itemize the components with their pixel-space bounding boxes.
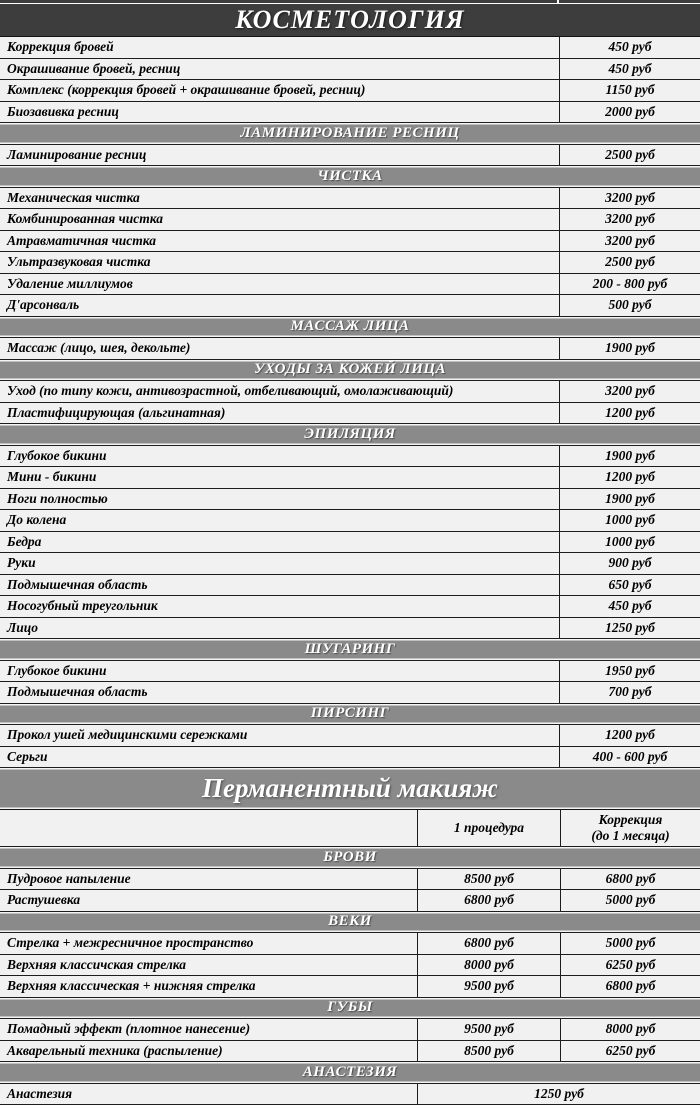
service-name: Атравматичная чистка xyxy=(7,232,157,248)
service-price: 650 руб xyxy=(559,575,700,596)
section-header: ЛАМИНИРОВАНИЕ РЕСНИЦ xyxy=(0,123,700,145)
service-price-procedure: 6800 руб xyxy=(417,933,560,954)
service-name: Анастезия xyxy=(7,1085,73,1101)
price-row xyxy=(0,188,700,210)
service-name: Уход (по типу кожи, антивозрастной, отбеливающий, омолаживающий) xyxy=(7,383,454,399)
cosmetology-title: КОСМЕТОЛОГИЯ xyxy=(0,4,700,37)
service-name: Подмышечная область xyxy=(7,684,148,700)
service-price: 900 руб xyxy=(559,553,700,574)
price-row-merged xyxy=(0,1084,700,1106)
service-name: Верхняя классичская стрелка xyxy=(7,956,187,972)
service-name: Пудровое напыление xyxy=(7,870,131,886)
service-name: Массаж (лицо, шея, декольте) xyxy=(7,340,191,356)
service-name: Растушевка xyxy=(7,892,81,908)
price-row xyxy=(0,869,700,891)
column-header-one-procedure xyxy=(417,810,560,846)
service-name: Лицо xyxy=(7,619,39,635)
service-name: Акварельный техника (распыление) xyxy=(7,1042,223,1058)
service-price: 2500 руб xyxy=(559,145,700,166)
price-row xyxy=(0,596,700,618)
service-price: 700 руб xyxy=(559,682,700,703)
service-price-procedure: 9500 руб xyxy=(417,976,560,997)
price-row xyxy=(0,955,700,977)
service-name: Комплекс (коррекция бровей + окрашивание бровей, ресниц) xyxy=(7,82,366,98)
price-row xyxy=(0,510,700,532)
top-partial-row-divider xyxy=(557,0,559,3)
price-row xyxy=(0,145,700,167)
service-price: 2500 руб xyxy=(559,252,700,273)
price-row xyxy=(0,618,700,640)
service-price: 1900 руб xyxy=(559,489,700,510)
service-price-correction: 6800 руб xyxy=(560,869,700,890)
service-name: Биозавивка ресниц xyxy=(7,103,119,119)
column-header-correction-line1: Коррекция xyxy=(598,812,663,828)
service-name: Глубокое бикини xyxy=(7,447,107,463)
section-header: ГУБЫ xyxy=(0,998,700,1020)
price-row xyxy=(0,976,700,998)
price-row xyxy=(0,231,700,253)
service-name: Верхняя классическая + нижняя стрелка xyxy=(7,978,256,994)
cosmetology-table xyxy=(0,37,700,768)
section-header: АНАСТЕЗИЯ xyxy=(0,1062,700,1084)
service-name: Ламинирование ресниц xyxy=(7,146,147,162)
price-row xyxy=(0,575,700,597)
column-header-service xyxy=(0,810,417,846)
service-price: 1000 руб xyxy=(559,532,700,553)
price-row xyxy=(0,80,700,102)
price-row xyxy=(0,59,700,81)
service-price: 1200 руб xyxy=(559,403,700,424)
service-price: 3200 руб xyxy=(559,188,700,209)
price-row xyxy=(0,661,700,683)
price-row xyxy=(0,747,700,769)
service-price: 1150 руб xyxy=(559,80,700,101)
price-row xyxy=(0,489,700,511)
service-name: Пластифицирующая (альгинатная) xyxy=(7,404,226,420)
service-name: Бедра xyxy=(7,533,42,549)
price-row xyxy=(0,403,700,425)
service-name: Руки xyxy=(7,555,36,571)
service-price: 2000 руб xyxy=(559,102,700,123)
section-header: ШУГАРИНГ xyxy=(0,639,700,661)
service-price: 500 руб xyxy=(559,295,700,316)
service-price-procedure: 8500 руб xyxy=(417,869,560,890)
service-name: Помадный эффект (плотное нанесение) xyxy=(7,1021,251,1037)
service-name: Подмышечная область xyxy=(7,576,148,592)
service-price: 1900 руб xyxy=(559,446,700,467)
service-price: 1950 руб xyxy=(559,661,700,682)
service-price: 450 руб xyxy=(559,59,700,80)
service-price: 1250 руб xyxy=(559,618,700,639)
price-row xyxy=(0,295,700,317)
service-name: Ноги полностью xyxy=(7,490,108,506)
price-row xyxy=(0,1041,700,1063)
service-price-correction: 6250 руб xyxy=(560,1041,700,1062)
price-row xyxy=(0,274,700,296)
service-name: Мини - бикини xyxy=(7,469,97,485)
service-price-procedure: 6800 руб xyxy=(417,890,560,911)
price-row xyxy=(0,338,700,360)
price-row xyxy=(0,467,700,489)
service-name: До колена xyxy=(7,512,67,528)
price-row xyxy=(0,725,700,747)
service-price-correction: 6800 руб xyxy=(560,976,700,997)
service-name: Удаление миллиумов xyxy=(7,275,133,291)
price-row xyxy=(0,890,700,912)
service-price-correction: 5000 руб xyxy=(560,933,700,954)
price-row xyxy=(0,1019,700,1041)
price-row xyxy=(0,209,700,231)
service-price: 400 - 600 руб xyxy=(559,747,700,768)
price-row xyxy=(0,532,700,554)
price-row xyxy=(0,933,700,955)
service-name: Д'арсонваль xyxy=(7,297,80,313)
service-name: Глубокое бикини xyxy=(7,662,107,678)
service-price: 3200 руб xyxy=(559,381,700,402)
section-header: ЧИСТКА xyxy=(0,166,700,188)
column-header-correction-line2: (до 1 месяца) xyxy=(591,828,670,843)
service-price-correction: 8000 руб xyxy=(560,1019,700,1040)
price-row xyxy=(0,381,700,403)
permanent-makeup-table xyxy=(0,847,700,1105)
permanent-makeup-title: Перманентный макияж xyxy=(0,768,700,810)
price-row xyxy=(0,446,700,468)
service-price: 1000 руб xyxy=(559,510,700,531)
price-row xyxy=(0,252,700,274)
service-price: 1200 руб xyxy=(559,725,700,746)
service-price-correction: 5000 руб xyxy=(560,890,700,911)
service-price: 1200 руб xyxy=(559,467,700,488)
service-name: Комбинированная чистка xyxy=(7,211,163,227)
price-row xyxy=(0,102,700,124)
section-header: УХОДЫ ЗА КОЖЕЙ ЛИЦА xyxy=(0,360,700,382)
permanent-makeup-column-headers xyxy=(0,810,700,847)
service-name: Серьги xyxy=(7,748,48,764)
section-header: ПИРСИНГ xyxy=(0,704,700,726)
top-partial-row xyxy=(0,0,700,4)
price-row xyxy=(0,37,700,59)
service-price: 3200 руб xyxy=(559,231,700,252)
service-name: Механическая чистка xyxy=(7,189,140,205)
section-header: МАССАЖ ЛИЦА xyxy=(0,317,700,339)
section-header: БРОВИ xyxy=(0,847,700,869)
service-name: Коррекция бровей xyxy=(7,39,114,55)
service-price: 450 руб xyxy=(559,37,700,58)
service-price-correction: 6250 руб xyxy=(560,955,700,976)
service-price: 200 - 800 руб xyxy=(559,274,700,295)
service-name: Носогубный треугольник xyxy=(7,598,158,614)
service-price-procedure: 8000 руб xyxy=(417,955,560,976)
service-name: Стрелка + межресничное пространство xyxy=(7,935,254,951)
service-price-procedure: 9500 руб xyxy=(417,1019,560,1040)
service-name: Ультразвуковая чистка xyxy=(7,254,151,270)
service-price-merged: 1250 руб xyxy=(417,1084,700,1105)
column-header-correction xyxy=(560,810,700,846)
service-name: Прокол ушей медицинскими сережками xyxy=(7,727,248,743)
service-name: Окрашивание бровей, ресниц xyxy=(7,60,181,76)
price-row xyxy=(0,682,700,704)
service-price: 3200 руб xyxy=(559,209,700,230)
section-header: ЭПИЛЯЦИЯ xyxy=(0,424,700,446)
service-price: 450 руб xyxy=(559,596,700,617)
service-price-procedure: 8500 руб xyxy=(417,1041,560,1062)
service-price: 1900 руб xyxy=(559,338,700,359)
price-row xyxy=(0,553,700,575)
section-header: ВЕКИ xyxy=(0,912,700,934)
column-header-one-procedure-label: 1 процедура xyxy=(453,820,525,836)
